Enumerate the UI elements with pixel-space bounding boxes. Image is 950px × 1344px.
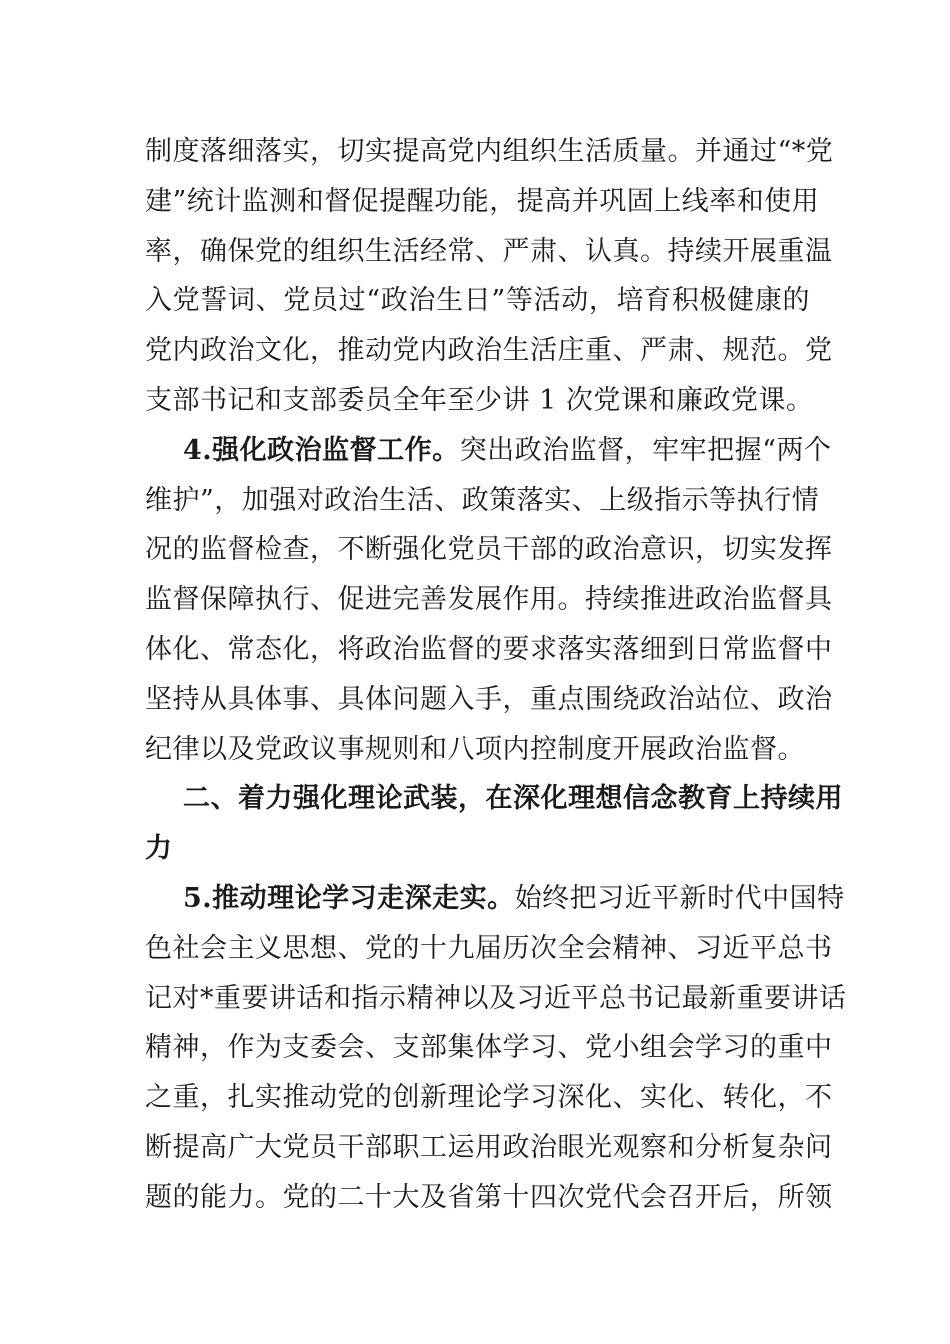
paragraph-3-line-4: 精神，作为支委会、支部集体学习、党小组会学习的重中	[145, 1032, 833, 1064]
paragraph-2-lead-heading: 4.强化政治监督工作。	[183, 434, 460, 466]
paragraph-3-first-line	[145, 874, 845, 924]
paragraph-1-line-3: 率，确保党的组织生活经常、严肃、认真。持续开展重温	[145, 235, 833, 267]
paragraph-3-line-5: 之重，扎实推动党的创新理论学习深化、实化、转化，不	[145, 1082, 833, 1114]
paragraph-3-line-2: 色社会主义思想、党的十九届历次全会精神、习近平总书	[145, 932, 833, 964]
paragraph-1-line-1: 制度落细落实，切实提高党内组织生活质量。并通过“*党	[145, 136, 834, 167]
paragraph-2-first-line-text: 突出政治监督，牢牢把握“两个	[459, 434, 832, 466]
document-body	[145, 127, 847, 1223]
paragraph-1-line-6: 支部书记和支部委员全年至少讲 1 次党课和廉政党课。	[145, 384, 814, 416]
paragraph-3-line-6: 断提高广大党员干部职工运用政治眼光观察和分析复杂问	[145, 1131, 833, 1163]
paragraph-3-lead-heading: 5.推动理论学习走深走实。	[183, 882, 515, 914]
paragraph-2-line-4: 监督保障执行、促进完善发展作用。持续推进政治监督具	[145, 584, 833, 616]
paragraph-1-line-2: 建”统计监测和督促提醒功能，提高并巩固上线率和使用	[145, 185, 820, 217]
section-heading-line-2: 力	[145, 833, 173, 865]
paragraph-3-first-line-text: 始终把习近平新时代中国特	[514, 882, 845, 914]
paragraph-2-line-2: 维护”，加强对政治生活、政策落实、上级指示等执行情	[145, 484, 820, 516]
paragraph-1-line-4: 入党誓词、党员过“政治生日”等活动，培育积极健康的	[145, 285, 810, 317]
paragraph-2-line-3: 况的监督检查，不断强化党员干部的政治意识，切实发挥	[145, 534, 833, 566]
paragraph-3-line-3: 记对*重要讲话和指示精神以及习近平总书记最新重要讲话	[145, 982, 847, 1014]
paragraph-2-line-7: 纪律以及党政议事规则和八项内控制度开展政治监督。	[145, 733, 805, 765]
section-heading-line-1: 二、着力强化理论武装，在深化理想信念教育上持续用	[183, 783, 843, 815]
paragraph-2-line-5: 体化、常态化，将政治监督的要求落实落细到日常监督中	[145, 633, 833, 665]
paragraph-3-line-7: 题的能力。党的二十大及省第十四次党代会召开后，所领	[145, 1181, 833, 1213]
paragraph-1-line-5: 党内政治文化，推动党内政治生活庄重、严肃、规范。党	[145, 335, 833, 367]
paragraph-2-first-line	[145, 426, 832, 476]
paragraph-2-line-6: 坚持从具体事、具体问题入手，重点围绕政治站位、政治	[145, 683, 833, 715]
